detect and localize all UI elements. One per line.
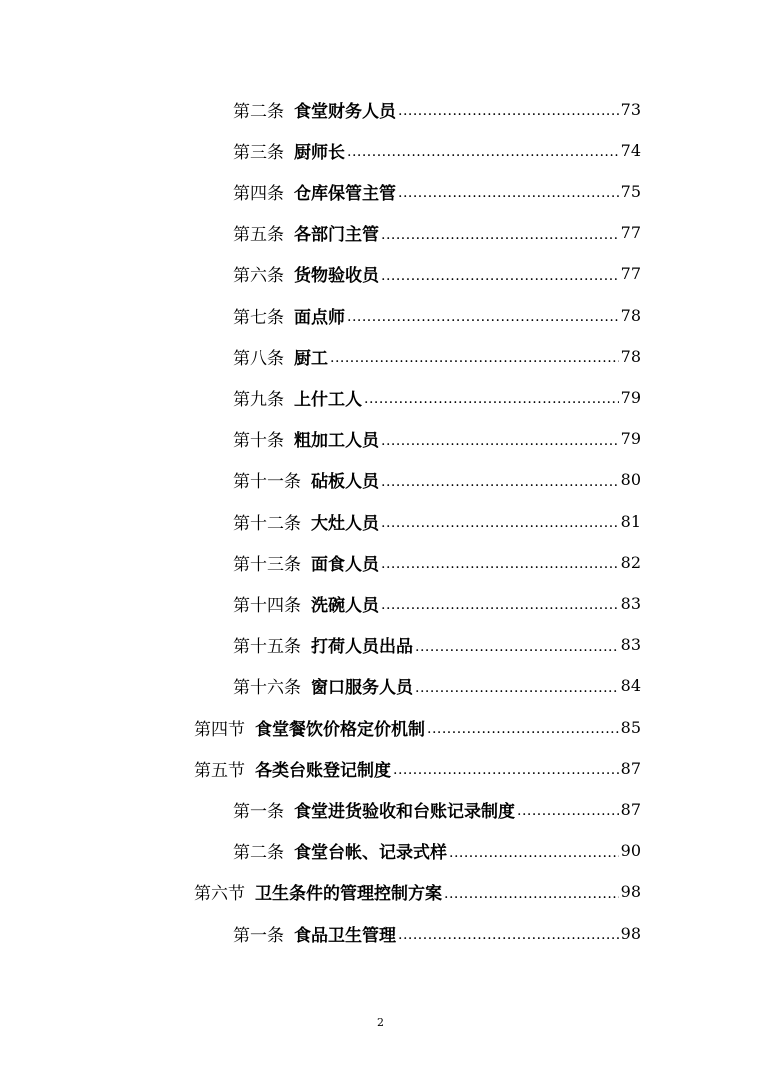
toc-entry[interactable] <box>0 835 761 867</box>
toc-entry-page: 83 <box>620 635 641 655</box>
toc-entry[interactable] <box>0 587 761 619</box>
toc-entry-number: 第十三条 <box>233 554 301 575</box>
toc-entry-title: 打荷人员出品 <box>311 637 413 658</box>
toc-entry-page: 98 <box>620 882 641 902</box>
toc-entry-title: 货物验收员 <box>294 266 379 287</box>
toc-entry[interactable] <box>0 299 761 331</box>
toc-entry-title: 厨工 <box>294 348 328 369</box>
toc-entry-number: 第十五条 <box>233 637 301 658</box>
toc-leader-dots <box>415 639 619 661</box>
toc-leader-dots <box>381 515 619 537</box>
toc-entry[interactable] <box>0 629 761 661</box>
toc-entry-number: 第四节 <box>194 719 245 740</box>
toc-entry-number: 第一条 <box>233 925 284 946</box>
toc-entry[interactable] <box>0 464 761 496</box>
toc-entry-page: 78 <box>620 346 641 366</box>
toc-entry[interactable] <box>0 711 761 743</box>
toc-entry-page: 81 <box>620 511 641 531</box>
toc-entry-number: 第二条 <box>233 101 284 122</box>
toc-leader-dots <box>393 762 619 784</box>
toc-entry-page: 77 <box>620 223 641 243</box>
toc-entry-number: 第三条 <box>233 142 284 163</box>
toc-entry-page: 84 <box>620 676 641 696</box>
toc-entry-title: 上什工人 <box>294 389 362 410</box>
toc-entry[interactable] <box>0 423 761 455</box>
toc-entry[interactable] <box>0 917 761 949</box>
toc-leader-dots <box>381 268 619 290</box>
toc-leader-dots <box>381 597 619 619</box>
toc-leader-dots <box>381 433 619 455</box>
toc-entry-page: 78 <box>620 305 641 325</box>
toc-entry-page: 87 <box>620 758 641 778</box>
toc-leader-dots <box>415 680 619 702</box>
toc-entry-page: 83 <box>620 593 641 613</box>
toc-leader-dots <box>449 845 619 867</box>
toc-entry-page: 98 <box>620 923 641 943</box>
toc-entry-title: 洗碗人员 <box>311 595 379 616</box>
toc-entry-number: 第四条 <box>233 183 284 204</box>
toc-entry-page: 82 <box>620 552 641 572</box>
toc-entry-title: 粗加工人员 <box>294 431 379 452</box>
toc-leader-dots <box>398 185 619 207</box>
toc-entry[interactable] <box>0 340 761 372</box>
toc-leader-dots <box>381 556 619 578</box>
toc-entry-title: 厨师长 <box>294 142 345 163</box>
toc-entry-number: 第八条 <box>233 348 284 369</box>
toc-leader-dots <box>517 803 619 825</box>
toc-entry[interactable] <box>0 217 761 249</box>
toc-entry-title: 面食人员 <box>311 554 379 575</box>
toc-entry-page: 79 <box>620 429 641 449</box>
toc-entry-title: 窗口服务人员 <box>311 678 413 699</box>
toc-entry-title: 食堂财务人员 <box>294 101 396 122</box>
toc-entry[interactable] <box>0 876 761 908</box>
toc-leader-dots <box>330 350 619 372</box>
toc-leader-dots <box>347 309 619 331</box>
toc-entry[interactable] <box>0 93 761 125</box>
toc-entry-title: 食堂餐饮价格定价机制 <box>255 719 425 740</box>
toc-entry[interactable] <box>0 752 761 784</box>
toc-leader-dots <box>398 927 619 949</box>
toc-entry-number: 第十六条 <box>233 678 301 699</box>
toc-entry-number: 第六条 <box>233 266 284 287</box>
toc-entry-number: 第十一条 <box>233 472 301 493</box>
page-number: 2 <box>377 1016 384 1029</box>
toc-entry-number: 第六节 <box>194 884 245 905</box>
toc-entry-number: 第十条 <box>233 431 284 452</box>
toc-leader-dots <box>381 227 619 249</box>
toc-leader-dots <box>444 886 619 908</box>
toc-entry-number: 第二条 <box>233 843 284 864</box>
toc-entry-title: 大灶人员 <box>311 513 379 534</box>
toc-entry[interactable] <box>0 258 761 290</box>
toc-leader-dots <box>427 721 619 743</box>
toc-leader-dots <box>398 103 619 125</box>
toc-leader-dots <box>364 391 619 413</box>
toc-entry-page: 75 <box>620 181 641 201</box>
toc-entry-page: 79 <box>620 387 641 407</box>
toc-entry-number: 第七条 <box>233 307 284 328</box>
toc-entry-number: 第五节 <box>194 760 245 781</box>
toc-entry-page: 73 <box>620 99 641 119</box>
toc-entry-title: 各类台账登记制度 <box>255 760 391 781</box>
toc-entry-title: 仓库保管主管 <box>294 183 396 204</box>
toc-entry-number: 第一条 <box>233 801 284 822</box>
toc-entry-title: 食品卫生管理 <box>294 925 396 946</box>
toc-entry-title: 砧板人员 <box>311 472 379 493</box>
toc-entry-number: 第十四条 <box>233 595 301 616</box>
toc-entry[interactable] <box>0 793 761 825</box>
toc-entry[interactable] <box>0 134 761 166</box>
toc-leader-dots <box>347 144 619 166</box>
toc-entry-title: 卫生条件的管理控制方案 <box>255 884 442 905</box>
toc-entry[interactable] <box>0 546 761 578</box>
toc-entry[interactable] <box>0 670 761 702</box>
toc-entry-page: 90 <box>620 841 641 861</box>
toc-entry-title: 食堂进货验收和台账记录制度 <box>294 801 515 822</box>
toc-entry-page: 80 <box>620 470 641 490</box>
toc-entry-title: 面点师 <box>294 307 345 328</box>
toc-entry-number: 第十二条 <box>233 513 301 534</box>
toc-entry[interactable] <box>0 505 761 537</box>
toc-entry-page: 74 <box>620 140 641 160</box>
toc-entry-page: 77 <box>620 264 641 284</box>
toc-entry-number: 第五条 <box>233 225 284 246</box>
toc-entry-title: 食堂台帐、记录式样 <box>294 843 447 864</box>
toc-entry-number: 第九条 <box>233 389 284 410</box>
toc-entry-page: 85 <box>620 717 641 737</box>
toc-entry[interactable] <box>0 381 761 413</box>
toc-leader-dots <box>381 474 619 496</box>
toc-entry[interactable] <box>0 175 761 207</box>
toc-entry-page: 87 <box>620 799 641 819</box>
toc-entry-title: 各部门主管 <box>294 225 379 246</box>
